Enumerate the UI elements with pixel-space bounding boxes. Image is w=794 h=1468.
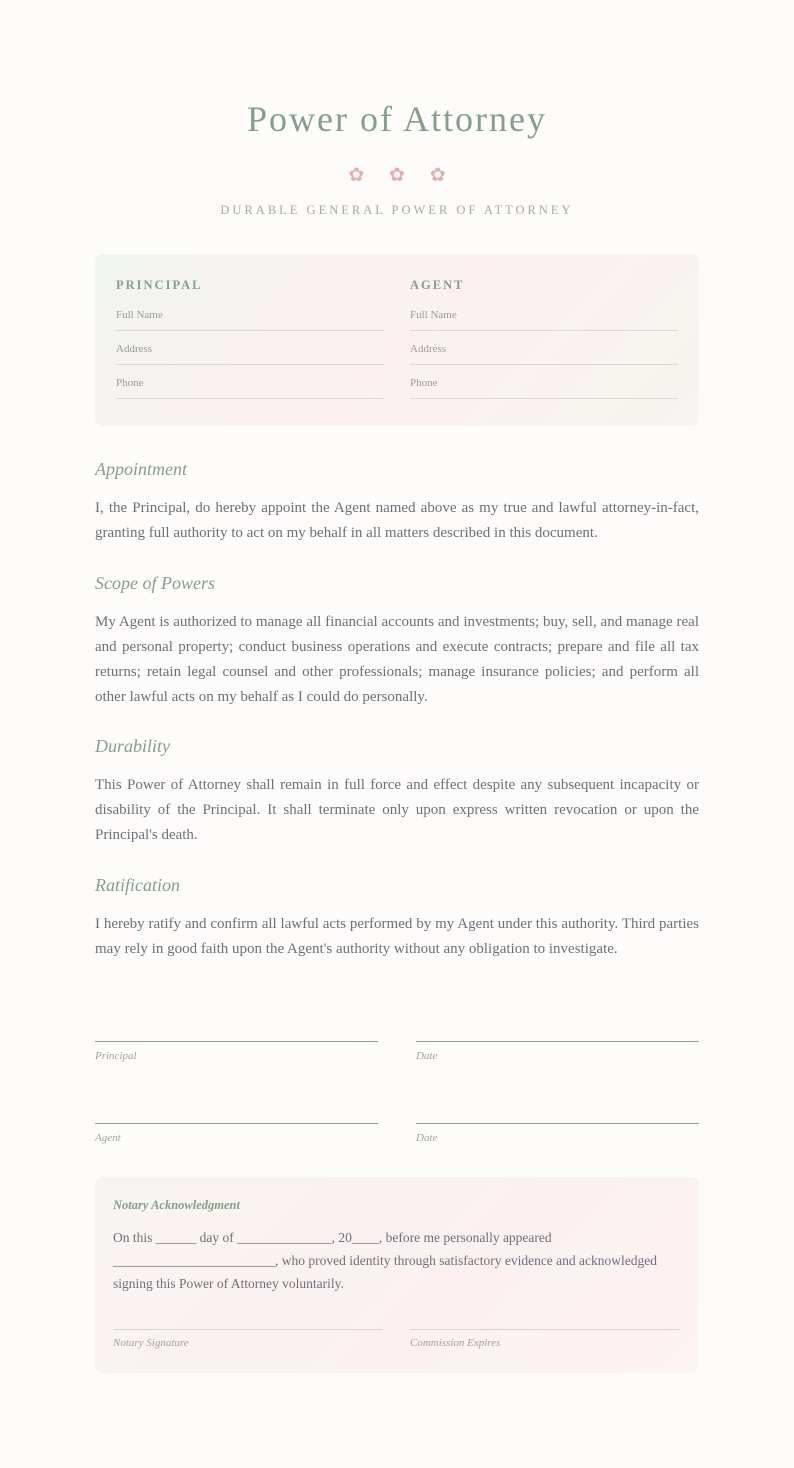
section-body-scope: My Agent is authorized to manage all financial accounts and investments; buy, sell, and manage real and personal property; conduct business operations and execute contracts; prepare and file all tax returns; retain legal counsel and other professionals; manage insurance policies; and perform all other lawful acts on my behalf as I could do personally.: [95, 614, 699, 705]
principal-date-label: Date: [416, 1050, 438, 1062]
principal-column: [116, 278, 384, 410]
principal-full-name-field[interactable]: Full Name: [116, 308, 384, 331]
commission-expires-label: Commission Expires: [410, 1337, 501, 1349]
agent-signature-label: Agent: [95, 1132, 121, 1144]
agent-date-label: Date: [416, 1132, 438, 1144]
section-title-scope: Scope of Powers: [95, 573, 215, 593]
commission-expires-line[interactable]: [410, 1329, 680, 1330]
agent-address-field[interactable]: Address: [410, 342, 678, 365]
notary-signature-label: Notary Signature: [113, 1337, 189, 1349]
principal-signature-line[interactable]: [95, 1041, 378, 1042]
agent-heading: AGENT: [410, 278, 465, 292]
agent-full-name-field[interactable]: Full Name: [410, 308, 678, 331]
document-subtitle: DURABLE GENERAL POWER OF ATTORNEY: [220, 203, 574, 217]
flower-icon: ✿: [348, 165, 365, 186]
document-title: Power of Attorney: [247, 99, 547, 139]
principal-address-field[interactable]: Address: [116, 342, 384, 365]
agent-phone-field[interactable]: Phone: [410, 376, 678, 399]
section-title-appointment: Appointment: [95, 459, 187, 479]
section-title-ratification: Ratification: [95, 875, 180, 895]
notary-title: Notary Acknowledgment: [113, 1198, 240, 1212]
agent-signature-line[interactable]: [95, 1123, 378, 1124]
agent-column: [410, 278, 678, 410]
notary-card: [95, 1177, 699, 1373]
flower-icon: ✿: [389, 165, 405, 186]
section-title-durability: Durability: [95, 736, 170, 756]
principal-phone-field[interactable]: Phone: [116, 376, 384, 399]
agent-date-line[interactable]: [416, 1123, 699, 1124]
notary-signature-line[interactable]: [113, 1329, 383, 1330]
section-body-ratification: I hereby ratify and confirm all lawful acts performed by my Agent under this authority. Third parties may rely in good faith upon the Agent's authority without any obligation to investigate.: [95, 916, 699, 957]
ornament-row: [0, 164, 794, 187]
parties-card: [95, 254, 699, 426]
section-body-durability: This Power of Attorney shall remain in full force and effect despite any subsequent incapacity or disability of the Principal. It shall terminate only upon express written revocation or upon the Principal's death.: [95, 777, 699, 843]
notary-text: On this ______ day of ______________, 20____, before me personally appeared ________________________, who proved identity through satisfactory evidence and acknowledged signing this Power of Attorney voluntarily.: [113, 1230, 658, 1291]
section-body-appointment: I, the Principal, do hereby appoint the Agent named above as my true and lawful attorney-in-fact, granting full authority to act on my behalf in all matters described in this document.: [95, 500, 699, 541]
principal-signature-label: Principal: [95, 1050, 137, 1062]
principal-date-line[interactable]: [416, 1041, 699, 1042]
flower-icon: ✿: [429, 165, 446, 186]
principal-heading: PRINCIPAL: [116, 278, 203, 292]
